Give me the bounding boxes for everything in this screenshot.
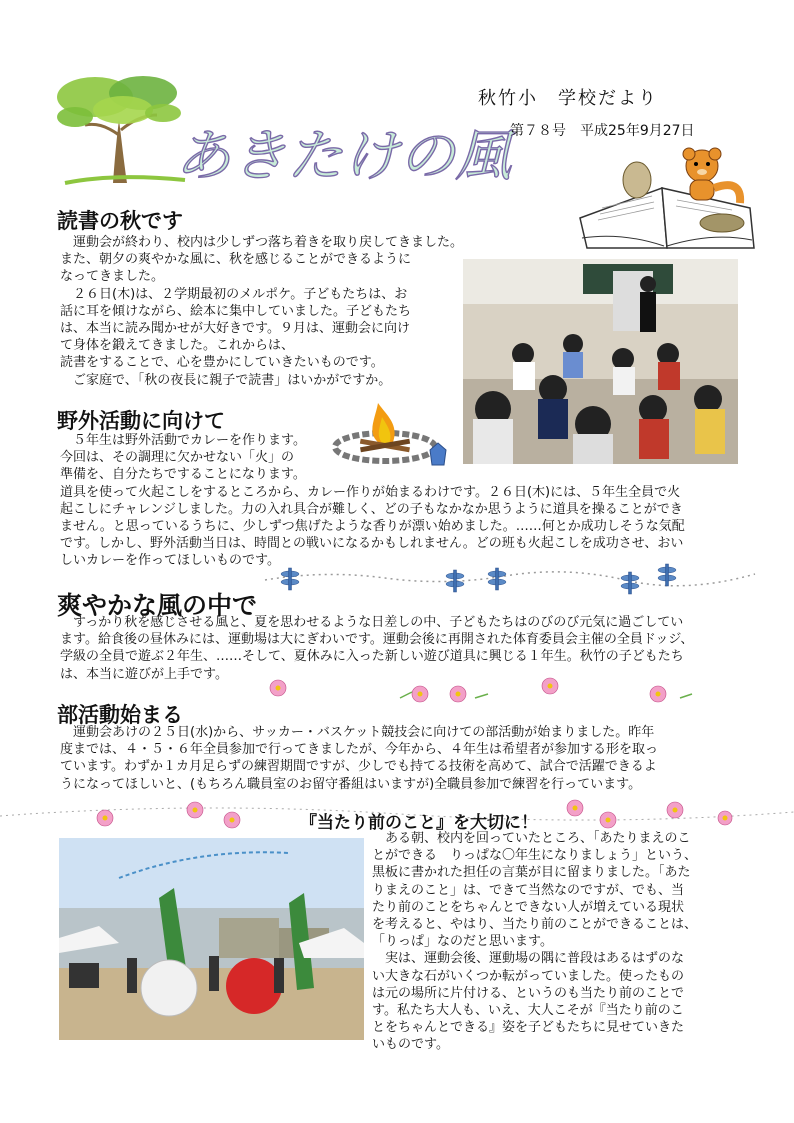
section-body-atarimae: ある朝、校内を回っていたところ、「あたりまえのこ とができる りっぱな〇年生になりましょう」という、 黒板に書かれた担任の言葉が目に留まりました。「あた りまえのこと」は、できて当然なのですが、でも、当 たり前のことをちゃんとできない人が増えている現状 を考えると、やはり、当たり前のことができることは、 「りっぱ」なのだと思います。 実は、運動会後、運動場の隅に普段はあるはずのな い大きな石がいくつか転がっていました。使ったもの は元の場所に片付ける、というのも当たり前のことで す。私たち大人も、いえ、大人こそが『当たり前のこ とをちゃんとできる』姿を子どもたちに見せていきた いものです。	[372, 831, 698, 1053]
issue-info: 第７８号 平成25年9月27日	[510, 123, 695, 139]
tree-illustration	[57, 76, 185, 183]
section-heading-club: 部活動始まる	[57, 703, 183, 727]
school-name: 秋竹小 学校だより	[478, 88, 658, 109]
section-heading-atarimae: 『当たり前のこと』を大切に！	[300, 813, 538, 833]
masthead-logo	[55, 75, 511, 190]
section-body-breeze: すっかり秋を感じさせる風と、夏を思わせるような日差しの中、子どもたちはのびのび元気に過ごしてい ます。給食後の昼休みには、運動場は大にぎわいです。運動会後に再開された体育委員会主催の全員ドッジ、 学級の全員で遊ぶ２年生、……そして、夏休みに入った新しい遊び道具に興じる１年生。秋竹の子どもたち は、本当に遊びが上手です。	[60, 615, 694, 682]
masthead-title: あきたけの風	[175, 124, 511, 189]
section-heading-outdoor: 野外活動に向けて	[57, 409, 225, 433]
section-body-reading: 運動会が終わり、校内は少しずつ落ち着きを取り戻してきました。 また、朝夕の爽やかな風に、秋を感じることができるように なってきました。 ２６日(木)は、２学期最初のメルポケ。子どもたちは、お 話に耳を傾けながら、絵本に集中していました。子どもたち は、本当に読み聞かせが大好きです。９月は、運動会に向け て身体を鍛えてきました。これからは、 読書をすることで、心を豊かにしていきたいものです。 ご家庭で、「秋の夜長に親子で読書」はいかがですか。	[60, 235, 464, 388]
section-body-outdoor: ５年生は野外活動でカレーを作ります。 今回は、その調理に欠かせない「火」の 準備を、自分たちですることになります。 道具を使って火起こしをするところから、カレー作りが始まるわけです。２６日(木)には、５年生全員で火 起こしにチャレンジしました。力の入れ具合が難しく、どの子もなかなか思うように道具を操ることができ ません。と思っているうちに、少しずつ焦げたような香りが漂い始めました。……何とか成功しそうな気配 です。しかし、野外活動当日は、時間との戦いになるかもしれません。どの班も火起こしを成功させ、おい しいカレーを作ってほしいものです。	[60, 433, 685, 569]
dragonfly-border	[265, 560, 755, 605]
section-body-club: 運動会あけの２５日(水)から、サッカー・バスケット競技会に向けての部活動が始まりました。昨年 度までは、４・５・６年全員参加で行ってきましたが、今年から、４年生は希望者が参加する形を取っ ています。わずか１カ月足らずの練習期間ですが、少しでも持てる技術を高めて、試合で活躍できるよ うになってほしいと、(もちろん職員室のお留守番組はいますが)全職員参加で練習を行っています。	[60, 725, 659, 792]
section-heading-reading: 読書の秋です	[57, 209, 183, 233]
book-bear-illustration	[572, 148, 762, 258]
sports-day-photo	[59, 838, 364, 1040]
section-heading-breeze: 爽やかな風の中で	[57, 591, 258, 620]
cosmos-border-top	[260, 672, 760, 708]
